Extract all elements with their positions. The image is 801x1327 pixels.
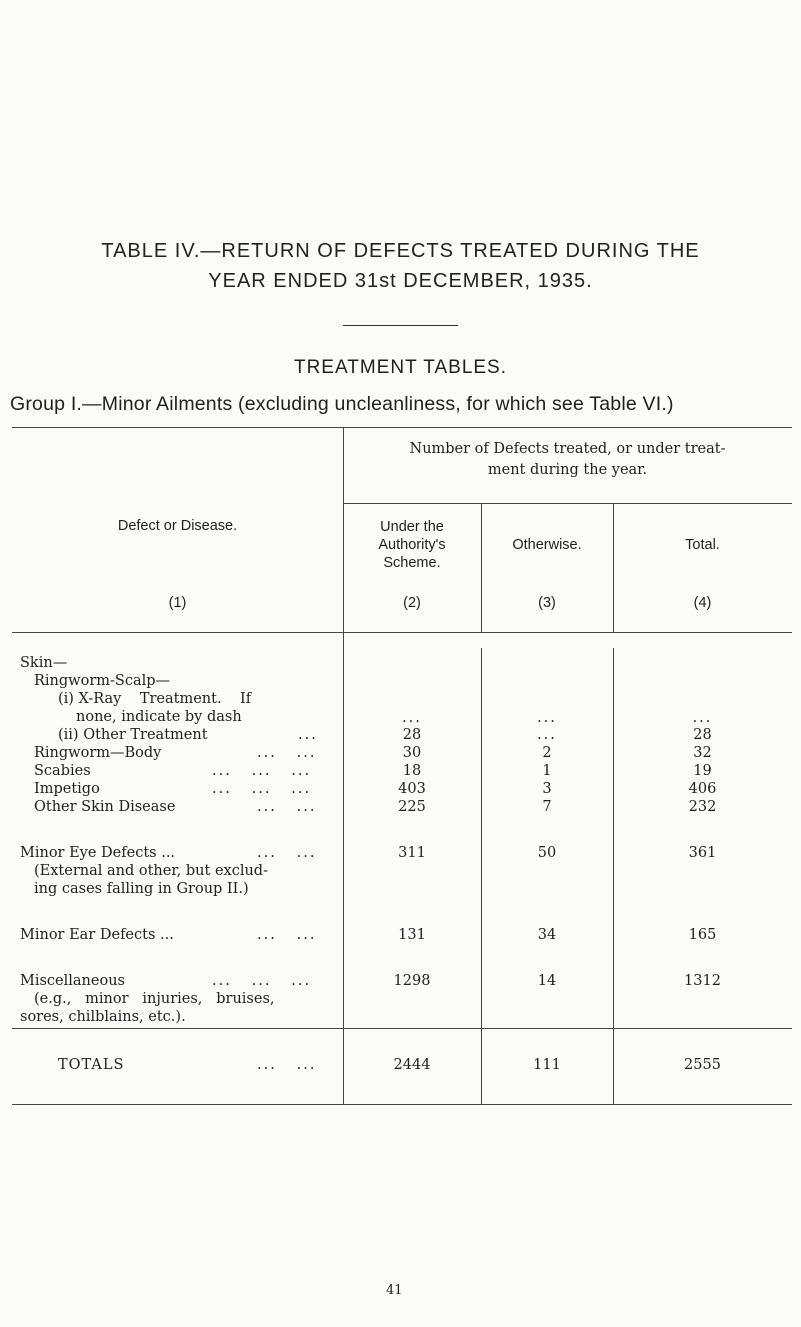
row-leader-dots: ... ... ... [212,781,312,797]
row-label-other-skin: Other Skin Disease [34,799,176,815]
row-leader-dots: ... ... [257,1057,317,1073]
cell-ringworm-body-c2: 30 [402,745,422,761]
row-label-totals: TOTALS [58,1057,125,1073]
header-num-2: (2) [403,595,421,611]
cell-ringworm-body-c4: 32 [693,745,712,761]
totals-top-rule [12,1028,792,1029]
header-bottom-rule [12,632,792,633]
cell-totals-c3: 111 [533,1057,561,1073]
header-col-2-line-3: Scheme. [383,555,441,571]
cell-minor-ear-c4: 165 [688,927,717,943]
cell-minor-ear-c2: 131 [398,927,426,943]
row-leader-dots: ... [298,727,318,743]
row-note-misc-line-1: (e.g., minor injuries, bruises, [34,991,275,1007]
row-leader-dots: ... ... ... [212,973,312,989]
row-label-minor-ear: Minor Ear Defects ... [20,927,174,943]
cell-xray-c2: ... [402,710,422,726]
column-divider-2-header [481,504,482,632]
cell-minor-eye-c4: 361 [688,845,717,861]
cell-misc-c4: 1312 [684,973,721,989]
row-note-misc-line-2: sores, chilblains, etc.). [20,1009,186,1025]
group-heading: Group I.—Minor Ailments (excluding uncleanliness, for which see Table VI.) [10,393,674,415]
page-subtitle: TREATMENT TABLES. [293,357,508,378]
cell-other-treatment-c4: 28 [693,727,712,743]
cell-minor-eye-c3: 50 [537,845,557,861]
row-label-xray-line-2: none, indicate by dash [76,709,242,725]
header-span-line-1: Number of Defects treated, or under treat- [409,441,726,457]
cell-scabies-c2: 18 [402,763,422,779]
row-label-ringworm-scalp: Ringworm-Scalp— [34,673,171,689]
row-leader-dots: ... ... [257,799,317,815]
cell-impetigo-c4: 406 [688,781,717,797]
header-col-2-line-1: Under the [380,519,444,535]
cell-other-treatment-c3: ... [537,727,557,743]
row-label-impetigo: Impetigo [34,781,100,797]
cell-misc-c2: 1298 [393,973,431,989]
row-label-scabies: Scabies [34,763,91,779]
row-label-ringworm-body: Ringworm—Body [34,745,162,761]
page-title-line-1: TABLE IV.—RETURN OF DEFECTS TREATED DURING THE [101,240,700,262]
row-label-xray-line-1: (i) X-Ray Treatment. If [58,691,252,707]
cell-xray-c3: ... [537,710,557,726]
cell-other-skin-c3: 7 [542,799,552,815]
header-col-2-line-2: Authority's [378,537,446,553]
row-note-minor-eye-line-2: ing cases falling in Group II.) [34,881,249,897]
header-col-4: Total. [685,537,720,553]
header-span-line-2: ment during the year. [487,462,648,478]
cell-impetigo-c3: 3 [542,781,552,797]
row-leader-dots: ... ... [257,927,317,943]
title-divider [343,325,458,326]
column-divider-3-header [613,504,614,632]
row-note-minor-eye-line-1: (External and other, but exclud- [34,863,268,879]
page-title-line-2: YEAR ENDED 31st DECEMBER, 1935. [208,270,593,292]
cell-xray-c4: ... [692,710,713,726]
cell-impetigo-c2: 403 [398,781,426,797]
cell-other-treatment-c2: 28 [402,727,422,743]
page-number: 41 [386,1283,403,1298]
row-label-miscellaneous: Miscellaneous [20,973,125,989]
cell-other-skin-c2: 225 [398,799,426,815]
row-label-minor-eye: Minor Eye Defects ... [20,845,176,861]
row-label-other-treatment: (ii) Other Treatment [58,727,208,743]
header-col-1: Defect or Disease. [117,518,238,534]
header-col-3: Otherwise. [512,537,582,553]
row-leader-dots: ... ... [257,745,317,761]
header-num-4: (4) [693,595,712,611]
row-label-skin: Skin— [20,655,68,671]
row-leader-dots: ... ... [257,845,317,861]
table-top-rule [12,427,792,428]
header-num-3: (3) [538,595,556,611]
cell-scabies-c4: 19 [693,763,712,779]
cell-misc-c3: 14 [537,973,557,989]
row-leader-dots: ... ... ... [212,763,312,779]
cell-scabies-c3: 1 [542,763,552,779]
table-bottom-rule [12,1104,792,1105]
cell-totals-c2: 2444 [393,1057,431,1073]
cell-other-skin-c4: 232 [688,799,717,815]
header-num-1: (1) [168,595,187,611]
cell-totals-c4: 2555 [684,1057,721,1073]
cell-ringworm-body-c3: 2 [542,745,552,761]
cell-minor-eye-c2: 311 [398,845,426,861]
cell-minor-ear-c3: 34 [537,927,557,943]
header-span-rule [343,503,792,504]
